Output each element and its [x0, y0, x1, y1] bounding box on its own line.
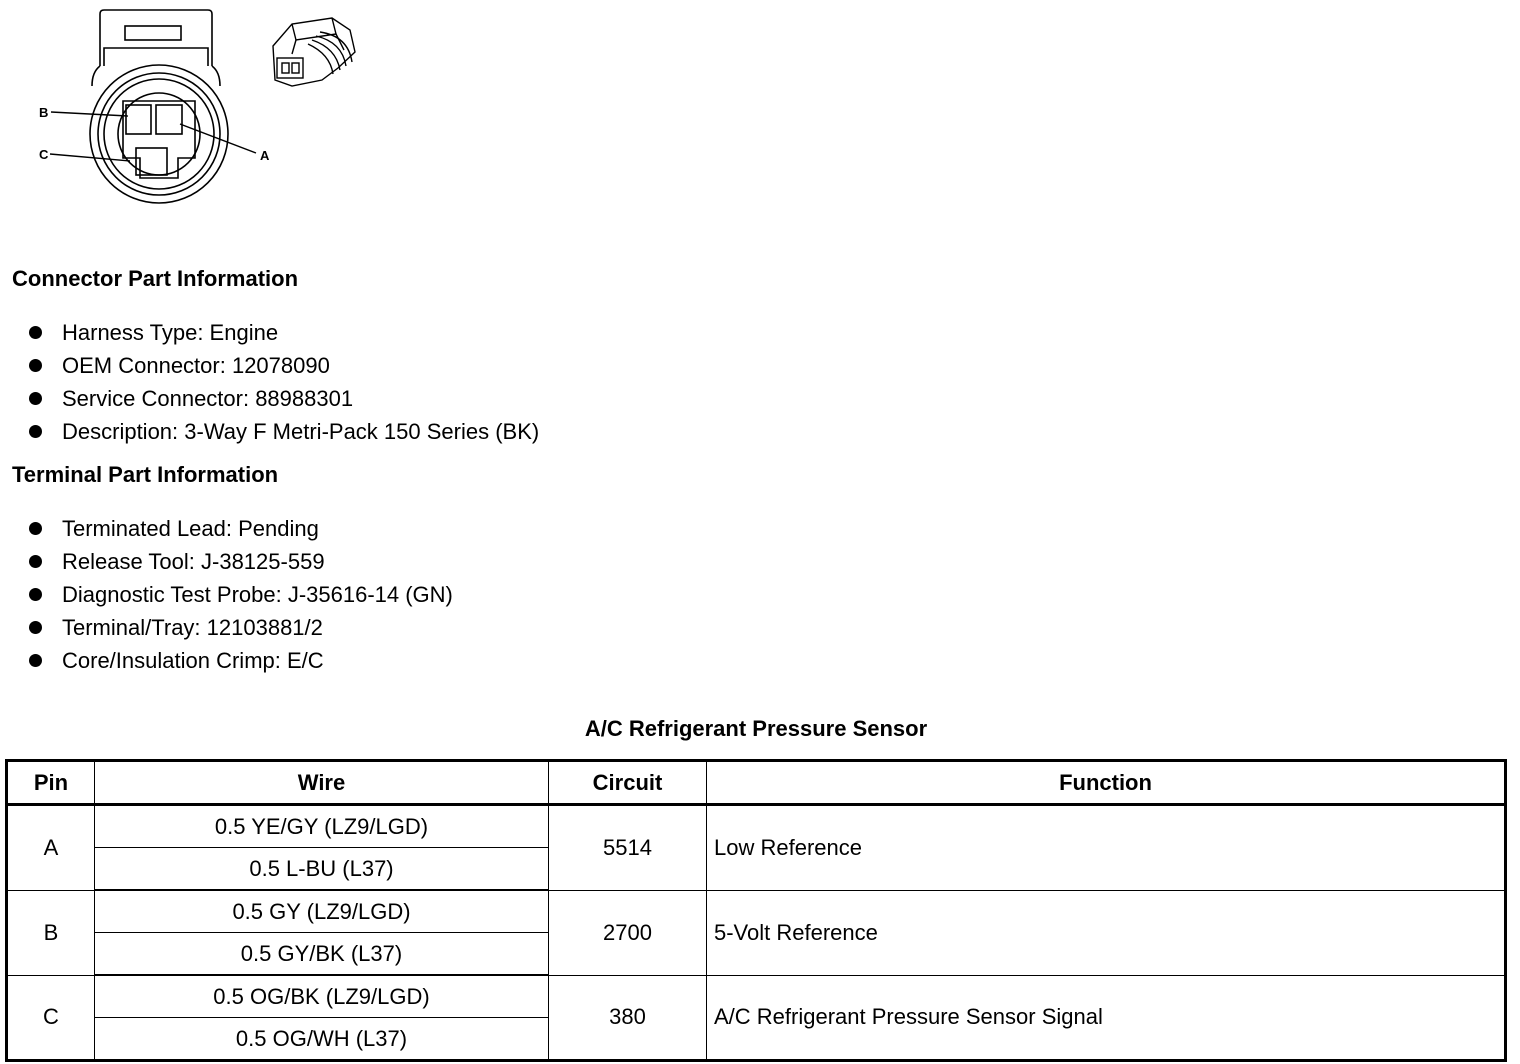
pin-cell: A	[7, 805, 95, 891]
bullet-icon	[29, 654, 42, 667]
wire-cell: 0.5 OG/WH (L37)	[95, 1018, 549, 1061]
pin-table	[5, 759, 1507, 1062]
bullet-icon	[29, 359, 42, 372]
wire-cell: 0.5 OG/BK (LZ9/LGD)	[95, 975, 549, 1018]
connector-face-view	[90, 10, 228, 203]
table-row	[7, 975, 1506, 1018]
pin-cell: B	[7, 890, 95, 975]
function-cell: 5-Volt Reference	[707, 890, 1506, 975]
header-circuit: Circuit	[549, 761, 707, 805]
terminal-section-heading: Terminal Part Information	[12, 462, 279, 487]
header-function: Function	[707, 761, 1506, 805]
bullet-icon	[29, 588, 42, 601]
list-item: Terminated Lead: Pending	[26, 512, 453, 545]
function-cell: A/C Refrigerant Pressure Sensor Signal	[707, 975, 1506, 1061]
header-wire: Wire	[95, 761, 549, 805]
wire-cell: 0.5 GY/BK (L37)	[95, 933, 549, 976]
wire-cell: 0.5 L-BU (L37)	[95, 848, 549, 891]
connector-info-list	[26, 316, 539, 448]
bullet-icon	[29, 555, 42, 568]
connector-isometric-view	[273, 18, 355, 86]
header-pin: Pin	[7, 761, 95, 805]
bullet-icon	[29, 425, 42, 438]
table-header-row	[7, 761, 1506, 805]
bullet-icon	[29, 392, 42, 405]
circuit-cell: 380	[549, 975, 707, 1061]
list-item: Terminal/Tray: 12103881/2	[26, 611, 453, 644]
list-item: OEM Connector: 12078090	[26, 349, 539, 382]
list-item: Service Connector: 88988301	[26, 382, 539, 415]
bullet-icon	[29, 621, 42, 634]
wire-cell: 0.5 YE/GY (LZ9/LGD)	[95, 805, 549, 848]
connector-section-heading: Connector Part Information	[12, 266, 299, 291]
terminal-info-list	[26, 512, 453, 677]
wire-cell: 0.5 GY (LZ9/LGD)	[95, 890, 549, 933]
list-item: Diagnostic Test Probe: J-35616-14 (GN)	[26, 578, 453, 611]
list-item: Release Tool: J-38125-559	[26, 545, 453, 578]
pin-label-a: A	[260, 148, 270, 163]
list-item: Core/Insulation Crimp: E/C	[26, 644, 453, 677]
connector-diagram	[30, 6, 370, 220]
pin-label-c: C	[39, 147, 49, 162]
bullet-icon	[29, 326, 42, 339]
circuit-cell: 2700	[549, 890, 707, 975]
bullet-icon	[29, 522, 42, 535]
list-item: Description: 3-Way F Metri-Pack 150 Series (BK)	[26, 415, 539, 448]
list-item: Harness Type: Engine	[26, 316, 539, 349]
circuit-cell: 5514	[549, 805, 707, 891]
table-row	[7, 890, 1506, 933]
table-row	[7, 805, 1506, 848]
pin-cell: C	[7, 975, 95, 1061]
table-title: A/C Refrigerant Pressure Sensor	[584, 716, 928, 741]
function-cell: Low Reference	[707, 805, 1506, 891]
pin-label-b: B	[39, 105, 49, 120]
